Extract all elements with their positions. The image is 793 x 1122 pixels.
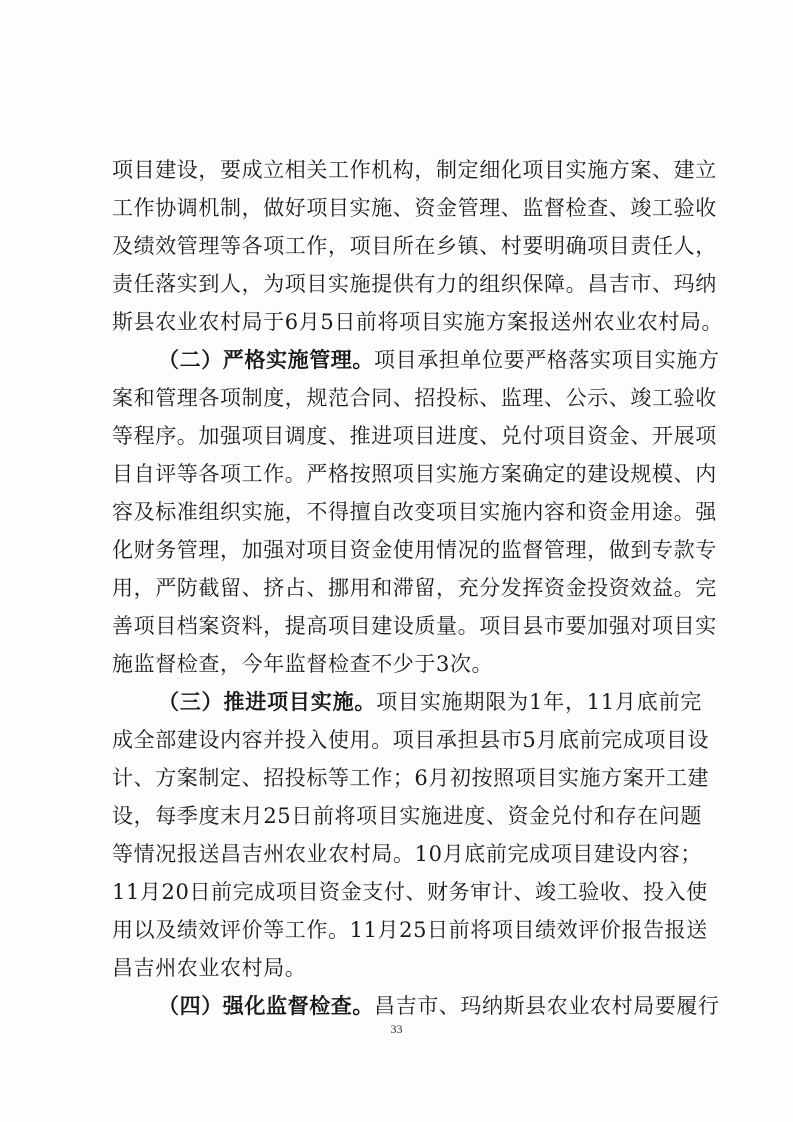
section-4-text: 昌吉市、玛纳斯县农业农村局要履行 <box>374 994 720 1018</box>
paragraph-line: 善项目档案资料，提高项目建设质量。项目县市要加强对项目实 <box>112 614 717 638</box>
paragraph-line: 容及标准组织实施，不得擅自改变项目实施内容和资金用途。强 <box>112 500 717 524</box>
paragraph-line: 等程序。加强项目调度、推进项目进度、兑付项目资金、开展项 <box>112 424 717 448</box>
paragraph-line: 设，每季度末月25日前将项目实施进度、资金兑付和存在问题 <box>112 804 702 828</box>
section-3-first-line <box>158 687 702 717</box>
paragraph-line: 工作协调机制，做好项目实施、资金管理、监督检查、竣工验收 <box>112 196 717 220</box>
paragraph-line: 目自评等各项工作。严格按照项目实施方案确定的建设规模、内 <box>112 462 717 486</box>
section-2-text: 项目承担单位要严格落实项目实施方 <box>374 348 720 372</box>
paragraph-line: 计、方案制定、招投标等工作；6月初按照项目实施方案开工建 <box>112 766 710 790</box>
paragraph-line: 等情况报送昌吉州农业农村局。10月底前完成项目建设内容； <box>112 842 702 866</box>
paragraph-line: 责任落实到人，为项目实施提供有力的组织保障。昌吉市、玛纳 <box>112 272 717 296</box>
paragraph-line: 施监督检查，今年监督检查不少于3次。 <box>112 652 494 676</box>
paragraph-line: 用，严防截留、挤占、挪用和滞留，充分发挥资金投资效益。完 <box>112 576 717 600</box>
section-3-text: 项目实施期限为1年，11月底前完 <box>376 690 702 714</box>
paragraph-line: 昌吉州农业农村局。 <box>112 956 307 980</box>
paragraph-line: 成全部建设内容并投入使用。项目承担县市5月底前完成项目设 <box>112 728 710 752</box>
section-3-heading: （三）推进项目实施。 <box>158 689 377 714</box>
page-number: 33 <box>390 1022 403 1036</box>
paragraph-line: 用以及绩效评价等工作。11月25日前将项目绩效评价报告报送 <box>112 918 708 942</box>
paragraph-line: 案和管理各项制度，规范合同、招投标、监理、公示、竣工验收 <box>112 386 717 410</box>
section-2-heading: （二）严格实施管理。 <box>158 347 374 372</box>
paragraph-line: 11月20日前完成项目资金支付、财务审计、竣工验收、投入使 <box>112 880 708 904</box>
paragraph-line: 斯县农业农村局于6月5日前将项目实施方案报送州农业农村局。 <box>112 310 724 334</box>
section-4-heading: （四）强化监督检查。 <box>158 993 374 1018</box>
section-4-first-line <box>158 991 720 1021</box>
paragraph-line: 化财务管理，加强对项目资金使用情况的监督管理，做到专款专 <box>112 538 717 562</box>
paragraph-line: 项目建设，要成立相关工作机构，制定细化项目实施方案、建立 <box>112 158 717 182</box>
paragraph-line: 及绩效管理等各项工作，项目所在乡镇、村要明确项目责任人， <box>112 234 717 258</box>
section-2-first-line <box>158 345 720 375</box>
